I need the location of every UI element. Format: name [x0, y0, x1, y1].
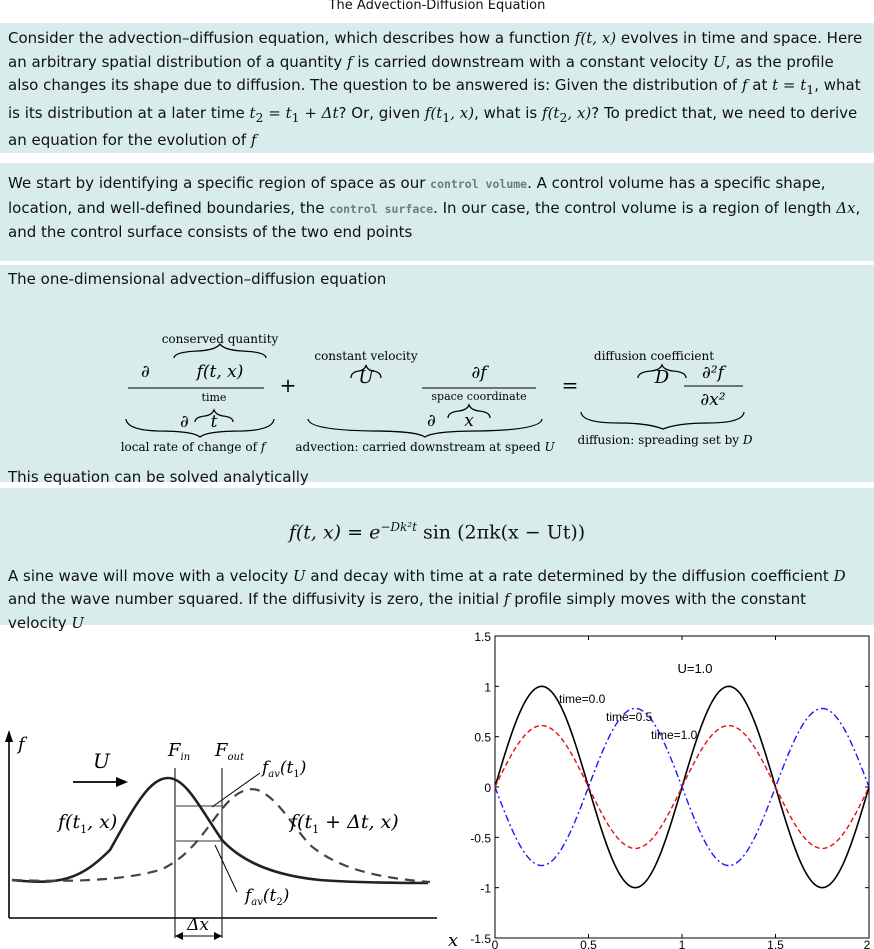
- brace-local-rate: [126, 419, 274, 437]
- label-const-vel: constant velocity: [314, 348, 418, 363]
- brace-advection: [308, 419, 542, 437]
- label-advection: advection: carried downstream at speed U: [295, 439, 555, 454]
- y-tick-label: -0.5: [470, 831, 491, 846]
- legend-time-05: time=0.5: [606, 710, 653, 724]
- partial-bottom-2: ∂: [427, 410, 436, 431]
- label-dx: Δx: [187, 915, 209, 935]
- equals-sign: =: [561, 372, 579, 397]
- code-control-surface: control surface: [329, 201, 434, 216]
- math-f-tx: f(t, x): [574, 29, 617, 47]
- label-U: U: [93, 749, 110, 773]
- label-F-in: $F_{in}$: [168, 740, 191, 763]
- annotated-equation: [8, 292, 866, 472]
- f-axis-arrowhead: [5, 730, 13, 742]
- axis-label-x: x: [448, 930, 459, 949]
- legend-time-0: time=0.0: [559, 692, 606, 706]
- solution-explanation: A sine wave will move with a velocity U and decay with time at a rate determined by the diffusion coefficient D and the wave number squared. If the diffusivity is zero, the initial f profile simply moves with the constant velocity U: [8, 566, 846, 632]
- y-tick-label: 1.5: [474, 630, 491, 644]
- label-space: space coordinate: [431, 389, 527, 403]
- plus-sign: +: [279, 372, 297, 397]
- y-tick-label: 0: [484, 781, 491, 795]
- solution-section: [0, 488, 874, 632]
- U-arrow-head: [116, 777, 128, 787]
- equation-section: [0, 265, 874, 486]
- eq-d2f: ∂²f: [702, 362, 724, 383]
- page-title: The Advection-Diffusion Equation: [328, 0, 546, 13]
- control-volume-paragraph: We start by identifying a specific region of space as our control volume. A control volume has a specific shape, location, and well-defined boundaries, the control surface. In our case, the control volume is a region of length Δx, and the control surface consists of the two end points: [0, 163, 874, 261]
- brace-conserved: [174, 344, 266, 358]
- eq-dx2: ∂x²: [700, 389, 726, 410]
- eq-D: D: [654, 366, 670, 388]
- eq-partial-f: ∂f: [471, 362, 487, 383]
- sine-wave-chart: [455, 630, 874, 949]
- axis-label-f: f: [18, 734, 25, 755]
- intro-paragraph: Consider the advection–diffusion equation, which describes how a function f(t, x) evolves in time and space. Here an arbitrary spatial distribution of a quantity f is carried downstream with a constant velocity U, as the profile also changes its shape due to diffusion. The question to be answered is: Given the distribution of f at $t = t_1$, what is its distribution at a later time $t_2 = t_1 + \Delta t$? Or, given $f(t_1$, x), what is $f(t_2$, x)? To predict that, we need to derive an equation for the evolution of f: [0, 23, 874, 153]
- x-tick-label: 1: [678, 938, 686, 949]
- brace-diffusion: [581, 412, 744, 429]
- label-F-out: $F_{out}$: [215, 740, 244, 763]
- x-tick-label: 0.5: [580, 938, 597, 949]
- label-diffusion: diffusion: spreading set by D: [577, 432, 753, 447]
- eq-U: U: [358, 366, 374, 388]
- control-volume-schematic: [0, 630, 459, 949]
- y-tick-label: -1.5: [470, 932, 491, 946]
- equation-heading: The one-dimensional advection–diffusion equation: [8, 270, 387, 288]
- label-local-rate: local rate of change of f: [120, 439, 266, 454]
- curve-t1-plus-dt: [12, 789, 430, 882]
- label-curve-t1: $f(t_1$, x): [58, 811, 118, 836]
- label-diff-coef: diffusion coefficient: [593, 348, 715, 363]
- y-tick-label: 0.5: [474, 730, 491, 745]
- solve-text: This equation can be solved analytically: [8, 467, 309, 486]
- label-time: time: [201, 390, 227, 404]
- dx-arrow-left: [175, 932, 183, 940]
- x-tick-label: 0: [491, 938, 499, 949]
- solution-formula: f(t, $x) = e^{-Dk^2t}$ sin (2πk(x − Ut)): [288, 520, 586, 544]
- eq-t: t: [210, 411, 218, 432]
- label-fav-t2: $f_{av}(t_2)$: [245, 886, 290, 908]
- partial-bottom-1: ∂: [180, 411, 189, 432]
- y-tick-label: -1: [480, 881, 491, 896]
- legend-time-1: time=1.0: [651, 728, 698, 742]
- label-curve-t1-dt: $f(t_1 + \Delta t$, x): [290, 811, 399, 836]
- x-tick-label: 1.5: [767, 938, 784, 949]
- label-conserved: conserved quantity: [161, 331, 279, 346]
- y-tick-label: 1: [484, 680, 491, 695]
- x-tick-label: 2: [863, 938, 871, 949]
- chart-title: U=1.0: [677, 661, 713, 676]
- code-control-volume: control volume: [430, 177, 528, 191]
- dx-arrow-right: [214, 932, 222, 940]
- label-fav-t1: $f_{av}(t_1)$: [262, 758, 307, 780]
- eq-x: x: [464, 410, 474, 431]
- partial-top-1: ∂: [141, 361, 150, 382]
- eq-f-tx: f(t, x): [196, 361, 244, 382]
